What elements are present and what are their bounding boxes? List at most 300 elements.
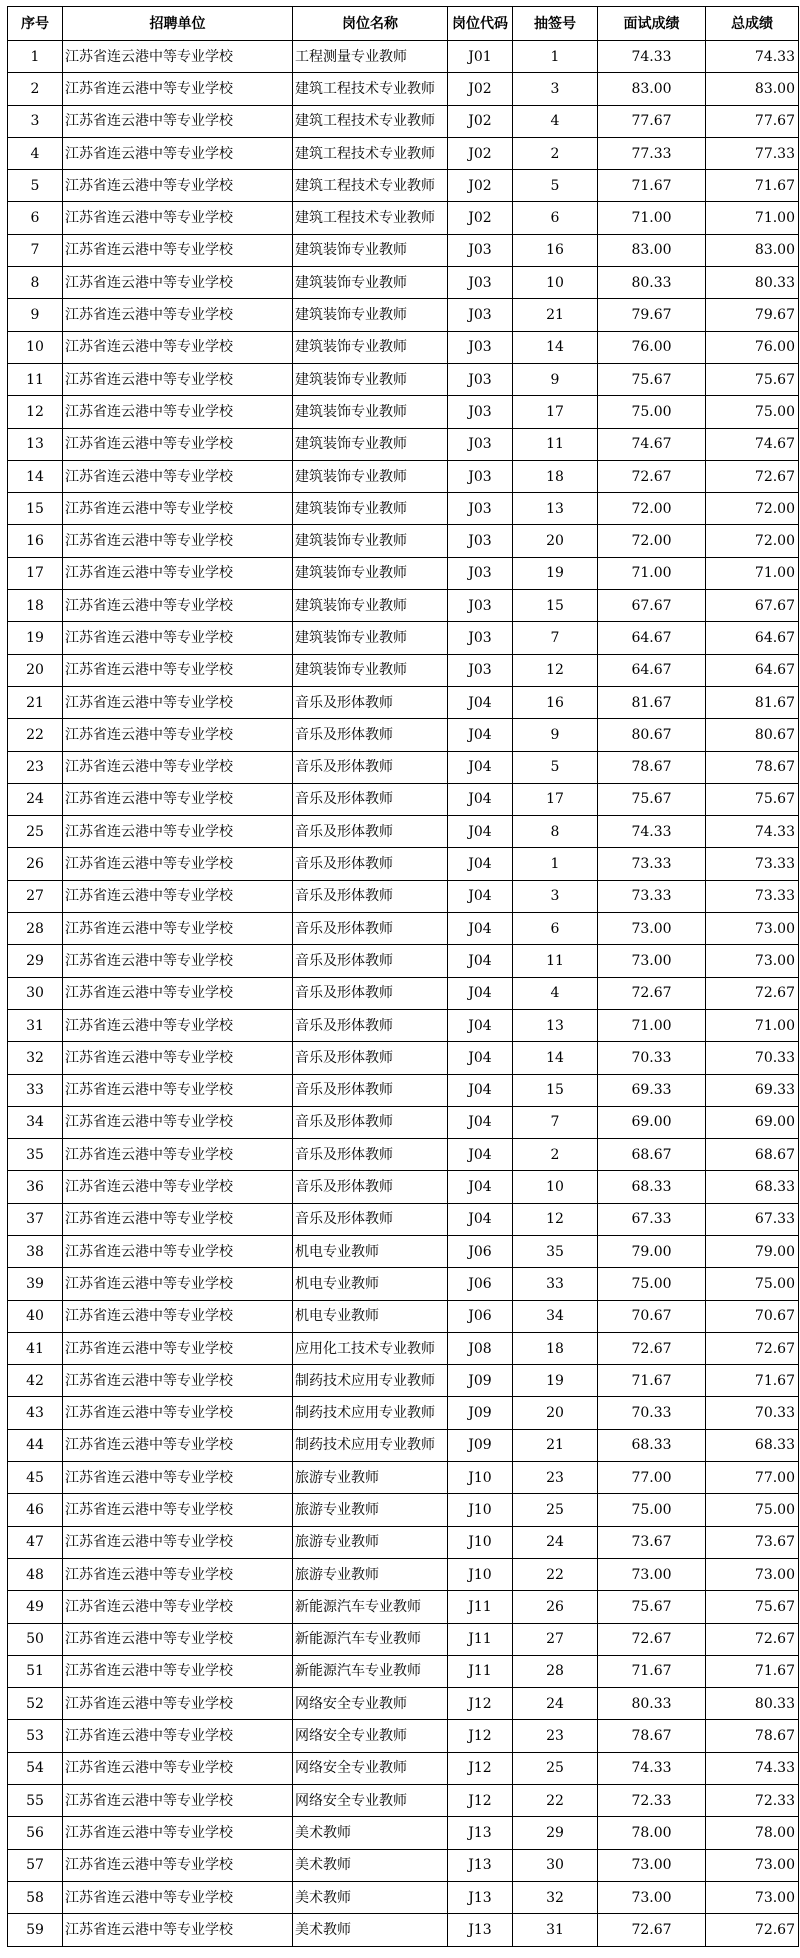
cell-total-score: 68.67 — [706, 1139, 799, 1171]
cell-total-score: 75.00 — [706, 1268, 799, 1300]
table-row — [8, 1106, 799, 1138]
cell-total-score: 75.67 — [706, 783, 799, 815]
cell-position-code: J11 — [448, 1623, 513, 1655]
cell-employer: 江苏省连云港中等专业学校 — [63, 1009, 293, 1041]
table-row — [8, 654, 799, 686]
cell-draw-number: 14 — [513, 1042, 598, 1074]
cell-index: 15 — [8, 493, 63, 525]
cell-interview-score: 80.33 — [598, 1688, 706, 1720]
cell-total-score: 77.00 — [706, 1462, 799, 1494]
cell-position-code: J13 — [448, 1817, 513, 1849]
cell-total-score: 83.00 — [706, 234, 799, 266]
results-table — [7, 6, 799, 1947]
cell-draw-number: 21 — [513, 299, 598, 331]
table-row — [8, 460, 799, 492]
cell-position-code: J06 — [448, 1300, 513, 1332]
cell-position-code: J04 — [448, 848, 513, 880]
cell-index: 33 — [8, 1074, 63, 1106]
cell-position-code: J13 — [448, 1849, 513, 1881]
cell-position-code: J04 — [448, 719, 513, 751]
cell-employer: 江苏省连云港中等专业学校 — [63, 1494, 293, 1526]
cell-position-name: 建筑装饰专业教师 — [293, 234, 448, 266]
header-index: 序号 — [8, 7, 63, 41]
cell-interview-score: 64.67 — [598, 622, 706, 654]
cell-interview-score: 67.67 — [598, 590, 706, 622]
cell-draw-number: 1 — [513, 848, 598, 880]
cell-index: 31 — [8, 1009, 63, 1041]
cell-draw-number: 35 — [513, 1235, 598, 1267]
cell-total-score: 74.67 — [706, 428, 799, 460]
cell-total-score: 73.33 — [706, 880, 799, 912]
cell-position-name: 音乐及形体教师 — [293, 719, 448, 751]
cell-draw-number: 15 — [513, 590, 598, 622]
cell-employer: 江苏省连云港中等专业学校 — [63, 1139, 293, 1171]
cell-position-code: J06 — [448, 1235, 513, 1267]
cell-position-name: 网络安全专业教师 — [293, 1720, 448, 1752]
cell-position-name: 建筑工程技术专业教师 — [293, 137, 448, 169]
table-row — [8, 1074, 799, 1106]
cell-draw-number: 27 — [513, 1623, 598, 1655]
cell-index: 9 — [8, 299, 63, 331]
cell-index: 53 — [8, 1720, 63, 1752]
cell-index: 1 — [8, 41, 63, 73]
cell-employer: 江苏省连云港中等专业学校 — [63, 1332, 293, 1364]
table-row — [8, 1235, 799, 1267]
cell-index: 4 — [8, 137, 63, 169]
cell-employer: 江苏省连云港中等专业学校 — [63, 848, 293, 880]
cell-draw-number: 2 — [513, 1139, 598, 1171]
cell-interview-score: 81.67 — [598, 686, 706, 718]
cell-position-name: 音乐及形体教师 — [293, 751, 448, 783]
cell-draw-number: 14 — [513, 331, 598, 363]
cell-position-name: 网络安全专业教师 — [293, 1785, 448, 1817]
cell-index: 49 — [8, 1591, 63, 1623]
cell-position-code: J03 — [448, 557, 513, 589]
cell-interview-score: 68.33 — [598, 1171, 706, 1203]
cell-employer: 江苏省连云港中等专业学校 — [63, 1914, 293, 1946]
cell-employer: 江苏省连云港中等专业学校 — [63, 654, 293, 686]
cell-total-score: 79.67 — [706, 299, 799, 331]
table-row — [8, 816, 799, 848]
table-row — [8, 1817, 799, 1849]
cell-position-code: J04 — [448, 1074, 513, 1106]
header-employer: 招聘单位 — [63, 7, 293, 41]
cell-interview-score: 80.67 — [598, 719, 706, 751]
cell-index: 42 — [8, 1365, 63, 1397]
cell-position-name: 机电专业教师 — [293, 1300, 448, 1332]
cell-employer: 江苏省连云港中等专业学校 — [63, 557, 293, 589]
table-row — [8, 1332, 799, 1364]
cell-position-name: 机电专业教师 — [293, 1268, 448, 1300]
cell-index: 22 — [8, 719, 63, 751]
cell-total-score: 71.00 — [706, 202, 799, 234]
cell-total-score: 80.33 — [706, 267, 799, 299]
cell-position-code: J03 — [448, 622, 513, 654]
cell-employer: 江苏省连云港中等专业学校 — [63, 1042, 293, 1074]
cell-total-score: 70.33 — [706, 1397, 799, 1429]
cell-position-code: J04 — [448, 1106, 513, 1138]
cell-index: 12 — [8, 396, 63, 428]
table-row — [8, 105, 799, 137]
cell-index: 21 — [8, 686, 63, 718]
cell-position-code: J03 — [448, 428, 513, 460]
cell-position-code: J11 — [448, 1655, 513, 1687]
cell-position-name: 美术教师 — [293, 1817, 448, 1849]
cell-position-code: J03 — [448, 654, 513, 686]
cell-total-score: 72.67 — [706, 1332, 799, 1364]
cell-position-code: J03 — [448, 363, 513, 395]
cell-interview-score: 67.33 — [598, 1203, 706, 1235]
cell-position-name: 应用化工技术专业教师 — [293, 1332, 448, 1364]
cell-interview-score: 75.67 — [598, 363, 706, 395]
cell-index: 3 — [8, 105, 63, 137]
cell-draw-number: 10 — [513, 1171, 598, 1203]
cell-position-name: 工程测量专业教师 — [293, 41, 448, 73]
cell-index: 28 — [8, 913, 63, 945]
cell-interview-score: 74.33 — [598, 1752, 706, 1784]
cell-employer: 江苏省连云港中等专业学校 — [63, 1106, 293, 1138]
cell-draw-number: 3 — [513, 73, 598, 105]
header-interview-score: 面试成绩 — [598, 7, 706, 41]
cell-employer: 江苏省连云港中等专业学校 — [63, 105, 293, 137]
cell-position-code: J02 — [448, 137, 513, 169]
cell-index: 26 — [8, 848, 63, 880]
cell-position-name: 制药技术应用专业教师 — [293, 1365, 448, 1397]
cell-total-score: 75.00 — [706, 1494, 799, 1526]
cell-draw-number: 9 — [513, 363, 598, 395]
table-body — [8, 41, 799, 1947]
cell-position-code: J04 — [448, 977, 513, 1009]
cell-position-code: J02 — [448, 202, 513, 234]
cell-draw-number: 15 — [513, 1074, 598, 1106]
cell-draw-number: 13 — [513, 493, 598, 525]
cell-position-code: J03 — [448, 590, 513, 622]
cell-total-score: 80.67 — [706, 719, 799, 751]
table-row — [8, 1914, 799, 1946]
cell-position-name: 建筑装饰专业教师 — [293, 557, 448, 589]
cell-index: 20 — [8, 654, 63, 686]
cell-position-code: J02 — [448, 170, 513, 202]
cell-position-code: J04 — [448, 816, 513, 848]
cell-interview-score: 73.33 — [598, 848, 706, 880]
cell-draw-number: 20 — [513, 1397, 598, 1429]
table-row — [8, 1849, 799, 1881]
cell-index: 59 — [8, 1914, 63, 1946]
cell-position-code: J04 — [448, 1171, 513, 1203]
cell-total-score: 75.00 — [706, 396, 799, 428]
cell-interview-score: 73.00 — [598, 1558, 706, 1590]
cell-interview-score: 77.67 — [598, 105, 706, 137]
cell-draw-number: 23 — [513, 1720, 598, 1752]
cell-position-name: 音乐及形体教师 — [293, 848, 448, 880]
cell-index: 57 — [8, 1849, 63, 1881]
table-row — [8, 1429, 799, 1461]
cell-interview-score: 68.67 — [598, 1139, 706, 1171]
cell-draw-number: 24 — [513, 1688, 598, 1720]
cell-total-score: 73.33 — [706, 848, 799, 880]
cell-employer: 江苏省连云港中等专业学校 — [63, 1300, 293, 1332]
cell-employer: 江苏省连云港中等专业学校 — [63, 170, 293, 202]
cell-draw-number: 24 — [513, 1526, 598, 1558]
cell-interview-score: 68.33 — [598, 1429, 706, 1461]
cell-position-code: J04 — [448, 945, 513, 977]
cell-total-score: 73.00 — [706, 1881, 799, 1913]
cell-employer: 江苏省连云港中等专业学校 — [63, 1397, 293, 1429]
table-row — [8, 945, 799, 977]
cell-total-score: 74.33 — [706, 816, 799, 848]
cell-index: 43 — [8, 1397, 63, 1429]
cell-index: 17 — [8, 557, 63, 589]
table-row — [8, 1623, 799, 1655]
cell-index: 50 — [8, 1623, 63, 1655]
cell-employer: 江苏省连云港中等专业学校 — [63, 719, 293, 751]
header-position-code: 岗位代码 — [448, 7, 513, 41]
cell-interview-score: 71.00 — [598, 557, 706, 589]
cell-position-code: J11 — [448, 1591, 513, 1623]
cell-index: 51 — [8, 1655, 63, 1687]
cell-employer: 江苏省连云港中等专业学校 — [63, 1558, 293, 1590]
cell-index: 10 — [8, 331, 63, 363]
cell-employer: 江苏省连云港中等专业学校 — [63, 1171, 293, 1203]
table-row — [8, 1009, 799, 1041]
cell-position-name: 建筑装饰专业教师 — [293, 428, 448, 460]
cell-position-name: 美术教师 — [293, 1881, 448, 1913]
cell-total-score: 77.67 — [706, 105, 799, 137]
cell-index: 16 — [8, 525, 63, 557]
cell-employer: 江苏省连云港中等专业学校 — [63, 622, 293, 654]
cell-interview-score: 73.00 — [598, 1881, 706, 1913]
cell-interview-score: 79.00 — [598, 1235, 706, 1267]
cell-draw-number: 33 — [513, 1268, 598, 1300]
cell-index: 2 — [8, 73, 63, 105]
cell-interview-score: 73.00 — [598, 945, 706, 977]
table-row — [8, 73, 799, 105]
cell-draw-number: 22 — [513, 1558, 598, 1590]
table-header-row — [8, 7, 799, 41]
cell-employer: 江苏省连云港中等专业学校 — [63, 363, 293, 395]
cell-interview-score: 73.00 — [598, 913, 706, 945]
cell-employer: 江苏省连云港中等专业学校 — [63, 1074, 293, 1106]
cell-index: 14 — [8, 460, 63, 492]
cell-position-name: 建筑装饰专业教师 — [293, 654, 448, 686]
cell-index: 35 — [8, 1139, 63, 1171]
cell-total-score: 73.00 — [706, 1558, 799, 1590]
table-row — [8, 1300, 799, 1332]
table-row — [8, 977, 799, 1009]
cell-interview-score: 69.33 — [598, 1074, 706, 1106]
cell-interview-score: 79.67 — [598, 299, 706, 331]
cell-interview-score: 71.67 — [598, 170, 706, 202]
cell-position-code: J04 — [448, 1139, 513, 1171]
table-row — [8, 1494, 799, 1526]
cell-interview-score: 70.67 — [598, 1300, 706, 1332]
cell-draw-number: 7 — [513, 622, 598, 654]
table-row — [8, 363, 799, 395]
cell-employer: 江苏省连云港中等专业学校 — [63, 267, 293, 299]
cell-interview-score: 77.33 — [598, 137, 706, 169]
cell-draw-number: 32 — [513, 1881, 598, 1913]
cell-position-code: J02 — [448, 105, 513, 137]
cell-draw-number: 19 — [513, 1365, 598, 1397]
cell-draw-number: 9 — [513, 719, 598, 751]
cell-employer: 江苏省连云港中等专业学校 — [63, 41, 293, 73]
cell-employer: 江苏省连云港中等专业学校 — [63, 1720, 293, 1752]
table-row — [8, 299, 799, 331]
header-position-name: 岗位名称 — [293, 7, 448, 41]
cell-position-name: 建筑装饰专业教师 — [293, 622, 448, 654]
cell-position-code: J02 — [448, 73, 513, 105]
cell-position-name: 音乐及形体教师 — [293, 1106, 448, 1138]
cell-interview-score: 69.00 — [598, 1106, 706, 1138]
cell-position-name: 建筑装饰专业教师 — [293, 299, 448, 331]
cell-draw-number: 25 — [513, 1494, 598, 1526]
cell-draw-number: 16 — [513, 234, 598, 266]
table-row — [8, 267, 799, 299]
cell-employer: 江苏省连云港中等专业学校 — [63, 1655, 293, 1687]
cell-draw-number: 20 — [513, 525, 598, 557]
cell-interview-score: 72.00 — [598, 525, 706, 557]
cell-index: 5 — [8, 170, 63, 202]
cell-position-name: 旅游专业教师 — [293, 1526, 448, 1558]
cell-draw-number: 8 — [513, 816, 598, 848]
table-row — [8, 557, 799, 589]
cell-total-score: 73.00 — [706, 1849, 799, 1881]
cell-position-code: J10 — [448, 1526, 513, 1558]
cell-index: 37 — [8, 1203, 63, 1235]
table-row — [8, 1688, 799, 1720]
cell-position-name: 音乐及形体教师 — [293, 1042, 448, 1074]
cell-position-code: J12 — [448, 1688, 513, 1720]
cell-position-name: 制药技术应用专业教师 — [293, 1429, 448, 1461]
table-row — [8, 202, 799, 234]
cell-employer: 江苏省连云港中等专业学校 — [63, 525, 293, 557]
cell-total-score: 72.67 — [706, 460, 799, 492]
table-row — [8, 848, 799, 880]
cell-total-score: 71.00 — [706, 1009, 799, 1041]
table-row — [8, 1720, 799, 1752]
cell-position-name: 旅游专业教师 — [293, 1494, 448, 1526]
cell-position-name: 音乐及形体教师 — [293, 977, 448, 1009]
cell-index: 44 — [8, 1429, 63, 1461]
cell-draw-number: 18 — [513, 460, 598, 492]
table-row — [8, 590, 799, 622]
cell-interview-score: 83.00 — [598, 73, 706, 105]
cell-position-name: 建筑工程技术专业教师 — [293, 170, 448, 202]
cell-total-score: 77.33 — [706, 137, 799, 169]
cell-position-name: 音乐及形体教师 — [293, 816, 448, 848]
cell-employer: 江苏省连云港中等专业学校 — [63, 1785, 293, 1817]
cell-interview-score: 78.67 — [598, 1720, 706, 1752]
cell-position-name: 美术教师 — [293, 1849, 448, 1881]
cell-position-code: J04 — [448, 686, 513, 718]
cell-total-score: 74.33 — [706, 1752, 799, 1784]
cell-employer: 江苏省连云港中等专业学校 — [63, 686, 293, 718]
cell-employer: 江苏省连云港中等专业学校 — [63, 1752, 293, 1784]
cell-draw-number: 11 — [513, 428, 598, 460]
cell-total-score: 73.00 — [706, 913, 799, 945]
cell-position-name: 建筑装饰专业教师 — [293, 363, 448, 395]
cell-total-score: 71.67 — [706, 170, 799, 202]
cell-draw-number: 31 — [513, 1914, 598, 1946]
cell-position-name: 音乐及形体教师 — [293, 1139, 448, 1171]
cell-position-code: J04 — [448, 1042, 513, 1074]
cell-interview-score: 78.00 — [598, 1817, 706, 1849]
table-row — [8, 1268, 799, 1300]
cell-interview-score: 71.67 — [598, 1365, 706, 1397]
cell-position-code: J12 — [448, 1752, 513, 1784]
cell-index: 36 — [8, 1171, 63, 1203]
cell-index: 32 — [8, 1042, 63, 1074]
cell-draw-number: 23 — [513, 1462, 598, 1494]
cell-draw-number: 19 — [513, 557, 598, 589]
table-row — [8, 1558, 799, 1590]
cell-total-score: 72.67 — [706, 977, 799, 1009]
table-row — [8, 783, 799, 815]
cell-employer: 江苏省连云港中等专业学校 — [63, 1365, 293, 1397]
cell-position-name: 新能源汽车专业教师 — [293, 1623, 448, 1655]
cell-total-score: 71.67 — [706, 1655, 799, 1687]
cell-index: 45 — [8, 1462, 63, 1494]
cell-interview-score: 75.00 — [598, 396, 706, 428]
cell-position-name: 旅游专业教师 — [293, 1558, 448, 1590]
cell-total-score: 71.67 — [706, 1365, 799, 1397]
cell-total-score: 78.67 — [706, 1720, 799, 1752]
cell-position-code: J03 — [448, 267, 513, 299]
cell-index: 8 — [8, 267, 63, 299]
cell-interview-score: 75.00 — [598, 1268, 706, 1300]
table-row — [8, 396, 799, 428]
cell-draw-number: 17 — [513, 396, 598, 428]
cell-employer: 江苏省连云港中等专业学校 — [63, 1203, 293, 1235]
table-row — [8, 1462, 799, 1494]
cell-index: 52 — [8, 1688, 63, 1720]
cell-interview-score: 72.67 — [598, 1914, 706, 1946]
cell-draw-number: 3 — [513, 880, 598, 912]
cell-employer: 江苏省连云港中等专业学校 — [63, 1462, 293, 1494]
cell-draw-number: 28 — [513, 1655, 598, 1687]
cell-total-score: 72.00 — [706, 525, 799, 557]
cell-position-name: 音乐及形体教师 — [293, 1009, 448, 1041]
cell-position-name: 建筑工程技术专业教师 — [293, 202, 448, 234]
cell-draw-number: 5 — [513, 170, 598, 202]
cell-employer: 江苏省连云港中等专业学校 — [63, 751, 293, 783]
cell-interview-score: 75.67 — [598, 783, 706, 815]
cell-employer: 江苏省连云港中等专业学校 — [63, 1881, 293, 1913]
cell-interview-score: 75.67 — [598, 1591, 706, 1623]
cell-draw-number: 6 — [513, 913, 598, 945]
cell-total-score: 72.33 — [706, 1785, 799, 1817]
cell-draw-number: 29 — [513, 1817, 598, 1849]
cell-interview-score: 75.00 — [598, 1494, 706, 1526]
cell-total-score: 78.67 — [706, 751, 799, 783]
cell-total-score: 74.33 — [706, 41, 799, 73]
header-draw-number: 抽签号 — [513, 7, 598, 41]
cell-employer: 江苏省连云港中等专业学校 — [63, 1688, 293, 1720]
cell-position-code: J03 — [448, 396, 513, 428]
cell-draw-number: 12 — [513, 654, 598, 686]
cell-total-score: 72.00 — [706, 493, 799, 525]
header-total-score: 总成绩 — [706, 7, 799, 41]
cell-total-score: 70.33 — [706, 1042, 799, 1074]
table-row — [8, 331, 799, 363]
cell-index: 19 — [8, 622, 63, 654]
cell-employer: 江苏省连云港中等专业学校 — [63, 1817, 293, 1849]
cell-index: 27 — [8, 880, 63, 912]
table-row — [8, 751, 799, 783]
cell-employer: 江苏省连云港中等专业学校 — [63, 816, 293, 848]
cell-index: 6 — [8, 202, 63, 234]
cell-position-name: 建筑装饰专业教师 — [293, 493, 448, 525]
